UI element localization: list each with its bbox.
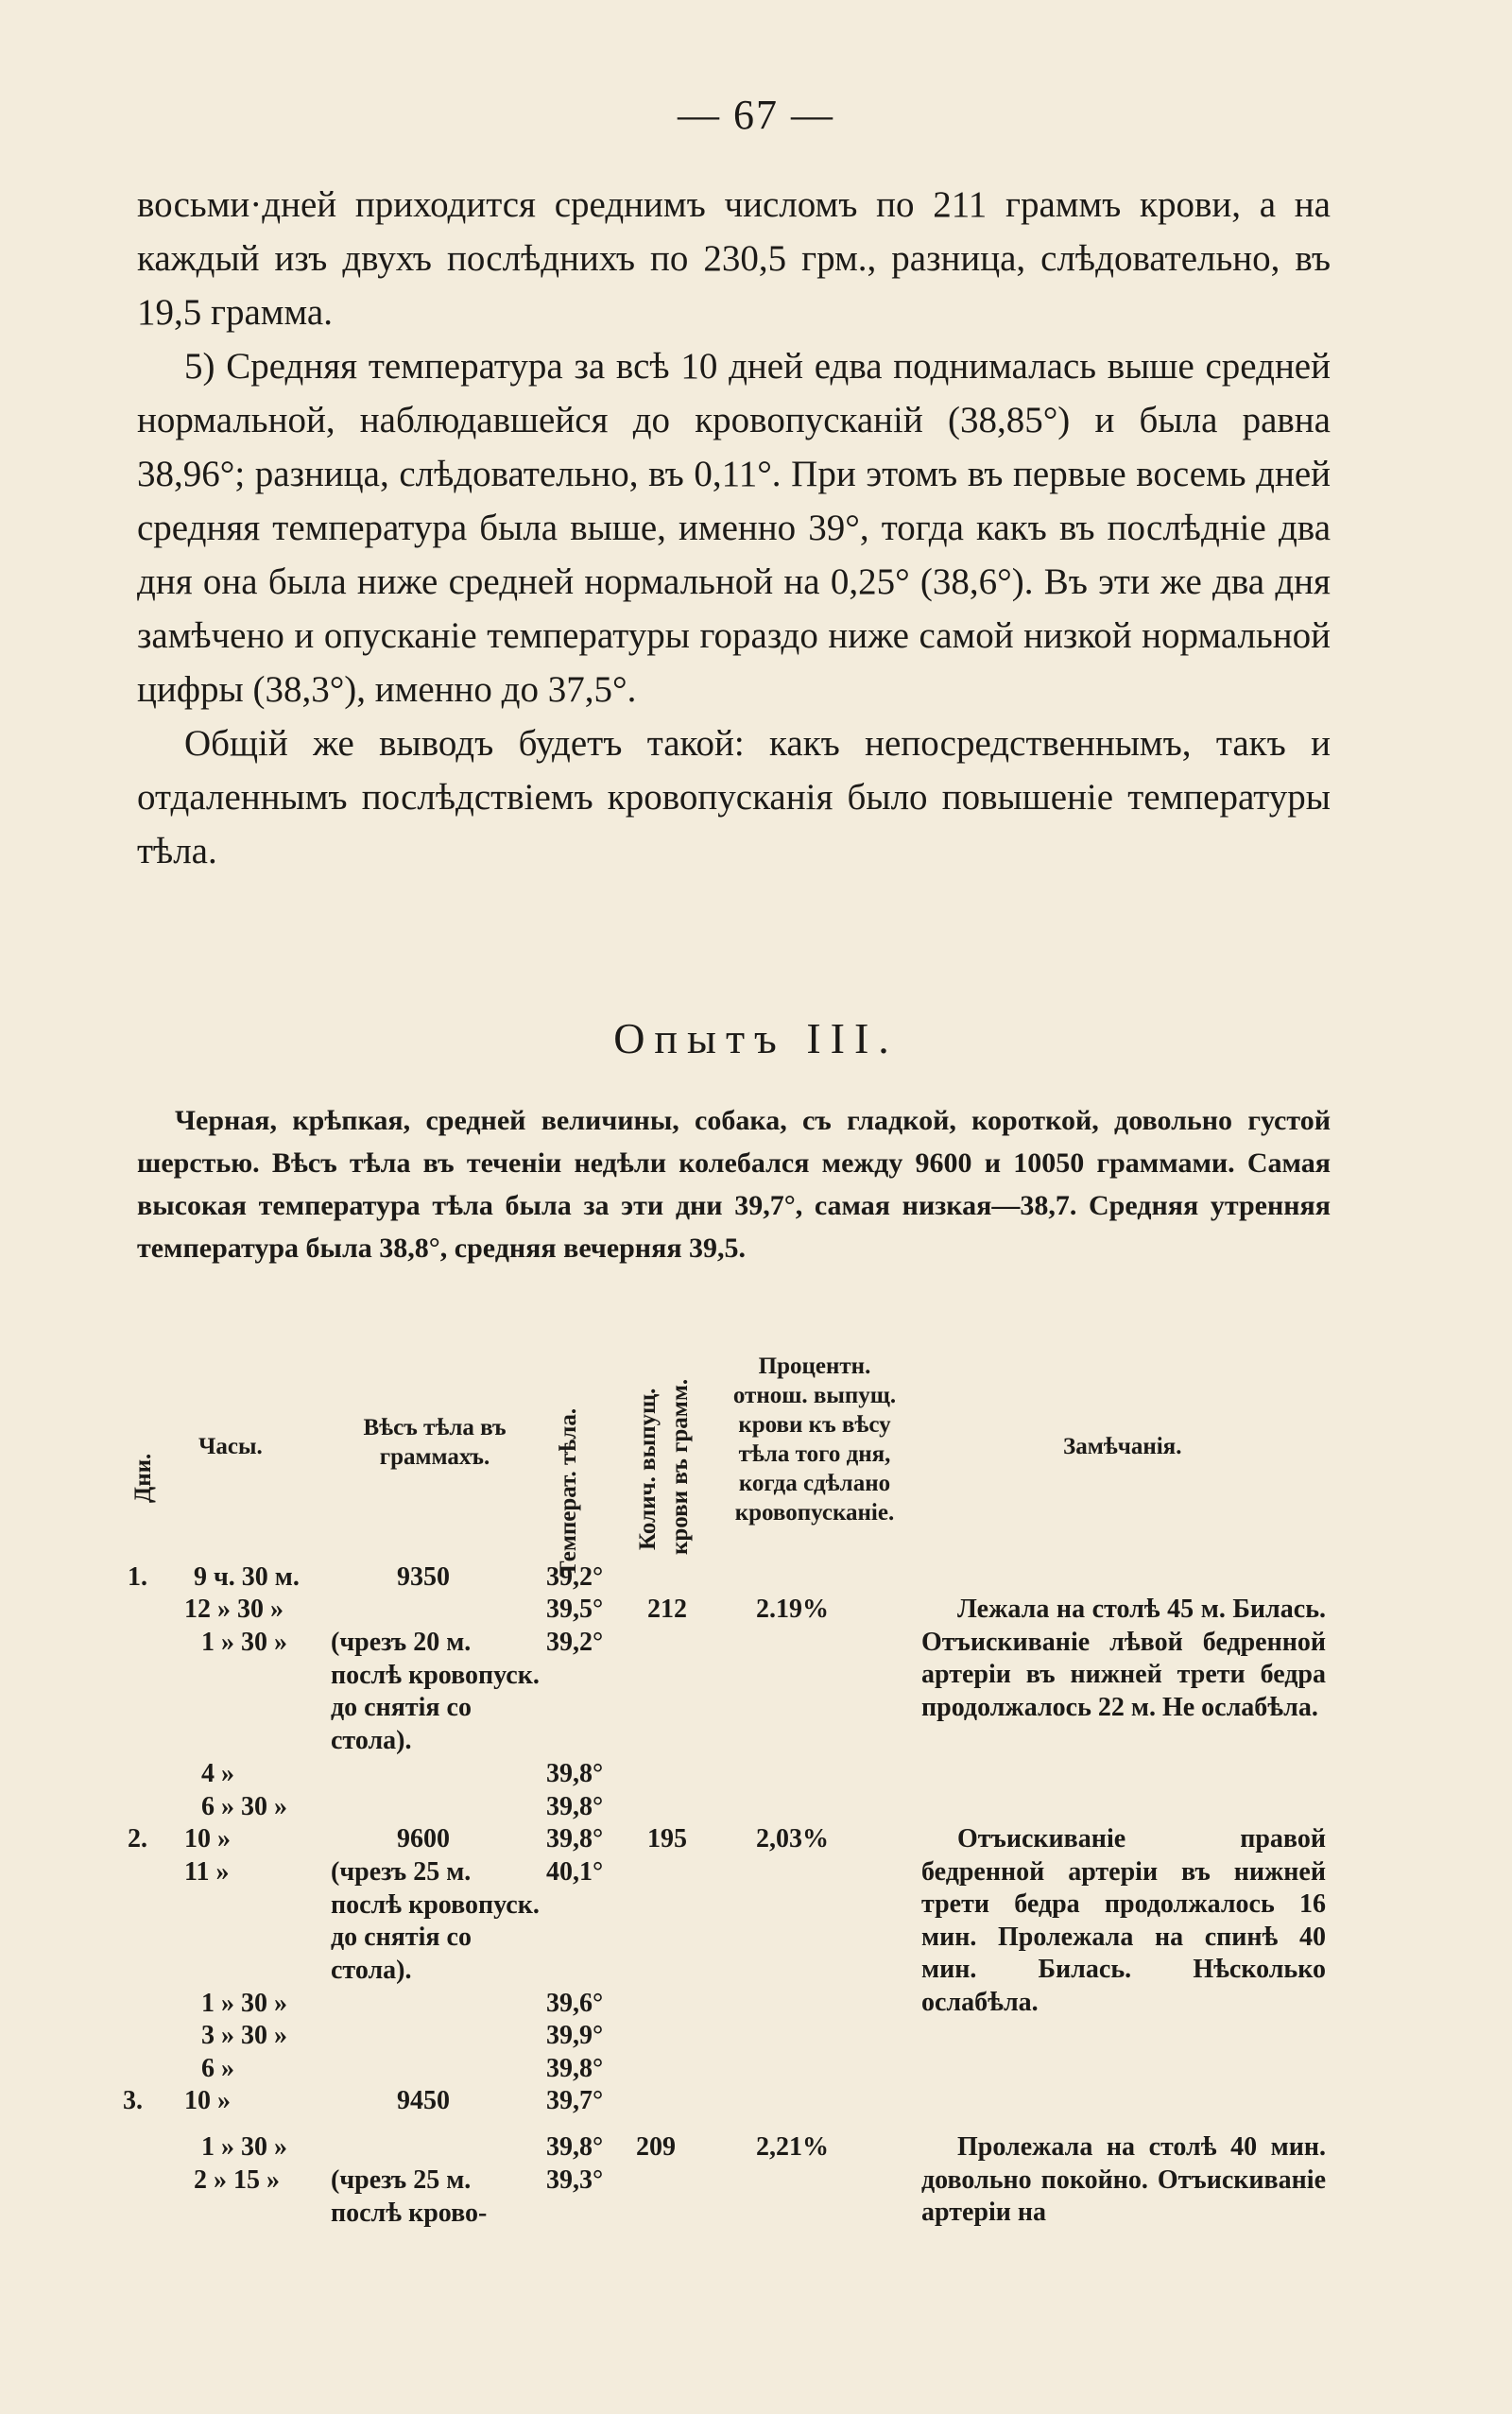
cell-temp: 39,2° <box>546 1628 604 1657</box>
cell-hour: 12 » 30 » <box>184 1595 284 1624</box>
weight-note: (чрезъ 25 м. послѣ кровопуск. до снятія со стола). <box>331 1857 540 1985</box>
header-days: Дни. <box>130 1453 156 1503</box>
cell-weight: 9450 <box>397 2086 450 2115</box>
cell-blood: 209 <box>636 2132 676 2162</box>
cell-hour: 6 » 30 » <box>201 1792 287 1821</box>
page-number: — 67 — <box>678 92 834 138</box>
cell-temp: 40,1° <box>546 1857 604 1887</box>
header-weight: Вѣсъ тѣла въ граммахъ. <box>363 1415 507 1470</box>
cell-hour: 4 » <box>201 1759 234 1788</box>
cell-temp: 39,8° <box>546 2054 604 2083</box>
cell-temp: 39,8° <box>546 2132 604 2162</box>
header-percent: Процентн. отнош. выпущ. крови къ вѣсу тѣла того дня, когда сдѣлано кровопусканіе. <box>732 1354 897 1526</box>
cell-percent: 2,21% <box>756 2132 829 2162</box>
cell-blood: 212 <box>647 1595 687 1624</box>
cell-hour: 9 ч. 30 м. <box>194 1562 300 1592</box>
remark-day-2: Отъискиваніе правой бедренной артеріи въ нижней трети бедра продолжалось 16 мин. Пролежала на спинѣ 40 мин. Билась. Нѣсколько ослабѣла. <box>921 1824 1326 2017</box>
weight-note: (чрезъ 20 м. послѣ кровопуск. до снятія со стола). <box>331 1628 540 1755</box>
paragraph-1: восьми·дней приходится среднимъ числомъ по 211 граммъ крови, а на каждый изъ двухъ послѣднихъ по 230,5 грм., разница, слѣдовательно, въ 19,5 грамма. <box>137 184 1331 333</box>
header-notes: Замѣчанія. <box>1063 1434 1182 1459</box>
paragraph-3: Общій же выводъ будетъ такой: какъ непосредственнымъ, такъ и отдаленнымъ послѣдствіемъ кровопусканія было повышеніе температуры тѣла. <box>137 723 1331 871</box>
paragraph-2: 5) Средняя температура за всѣ 10 дней едва поднималась выше средней нормальной, наблюдавшейся до кровопусканій (38,85°) и была равна 38,96°; разница, слѣдовательно, въ 0,11°. При этомъ въ первые восемь дней средняя температура была выше, именно 39°, тогда какъ въ послѣдніе два дня она была ниже средней нормальной на 0,25° (38,6°). Въ эти же два дня замѣчено и опусканіе температуры гораздо ниже самой низкой нормальной цифры (38,3°), именно до 37,5°. <box>137 346 1331 710</box>
cell-hour: 6 » <box>201 2054 234 2083</box>
header-temp: Температ. тѣла. <box>556 1407 581 1577</box>
remark-day-3: Пролежала на столѣ 40 мин. довольно покойно. Отъискиваніе артеріи на <box>921 2132 1326 2227</box>
cell-hour: 3 » 30 » <box>201 2021 287 2050</box>
cell-percent: 2.19% <box>756 1595 829 1624</box>
cell-hour: 10 » <box>184 2086 231 2115</box>
cell-weight: 9350 <box>397 1562 450 1592</box>
cell-hour: 1 » 30 » <box>201 2132 287 2162</box>
cell-day: 3. <box>123 2086 143 2115</box>
cell-day: 2. <box>128 1824 147 1854</box>
section-title: Опытъ III. <box>613 1014 899 1062</box>
remark-day-1: Лежала на столѣ 45 м. Билась. Отъискиваніе лѣвой бедренной артеріи въ нижней трети бедра продолжалось 22 м. Не ослабѣла. <box>921 1595 1326 1722</box>
experiment-intro: Черная, крѣпкая, средней величины, собака, съ гладкой, короткой, довольно густой шерстью. Вѣсъ тѣла въ теченіи недѣли колебался между 9600 и 10050 граммами. Самая высокая температура тѣла была за эти дни 39,7°, самая низкая—38,7. Средняя утренняя температура была 38,8°, средняя вечерняя 39,5. <box>137 1105 1331 1264</box>
header-blood-1: Колич. выпущ. <box>635 1388 661 1550</box>
cell-hour: 11 » <box>184 1857 230 1887</box>
cell-temp: 39,8° <box>546 1824 604 1854</box>
cell-hour: 2 » 15 » <box>194 2165 280 2195</box>
cell-temp: 39,7° <box>546 2086 604 2115</box>
cell-temp: 39,2° <box>546 1562 604 1592</box>
header-hours: Часы. <box>198 1434 263 1459</box>
cell-temp: 39,3° <box>546 2165 604 2195</box>
cell-temp: 39,5° <box>546 1595 604 1624</box>
cell-blood: 195 <box>647 1824 687 1854</box>
cell-temp: 39,8° <box>546 1759 604 1788</box>
cell-temp: 39,8° <box>546 1792 604 1821</box>
header-blood-2: крови въ грамм. <box>667 1378 693 1555</box>
cell-temp: 39,6° <box>546 1989 604 2018</box>
cell-percent: 2,03% <box>756 1824 829 1854</box>
cell-weight: 9600 <box>397 1824 450 1854</box>
cell-day: 1. <box>128 1562 147 1592</box>
cell-hour: 10 » <box>184 1824 231 1854</box>
weight-note: (чрезъ 25 м. послѣ крово- <box>331 2165 488 2228</box>
cell-hour: 1 » 30 » <box>201 1628 287 1657</box>
cell-temp: 39,9° <box>546 2021 604 2050</box>
cell-hour: 1 » 30 » <box>201 1989 287 2018</box>
